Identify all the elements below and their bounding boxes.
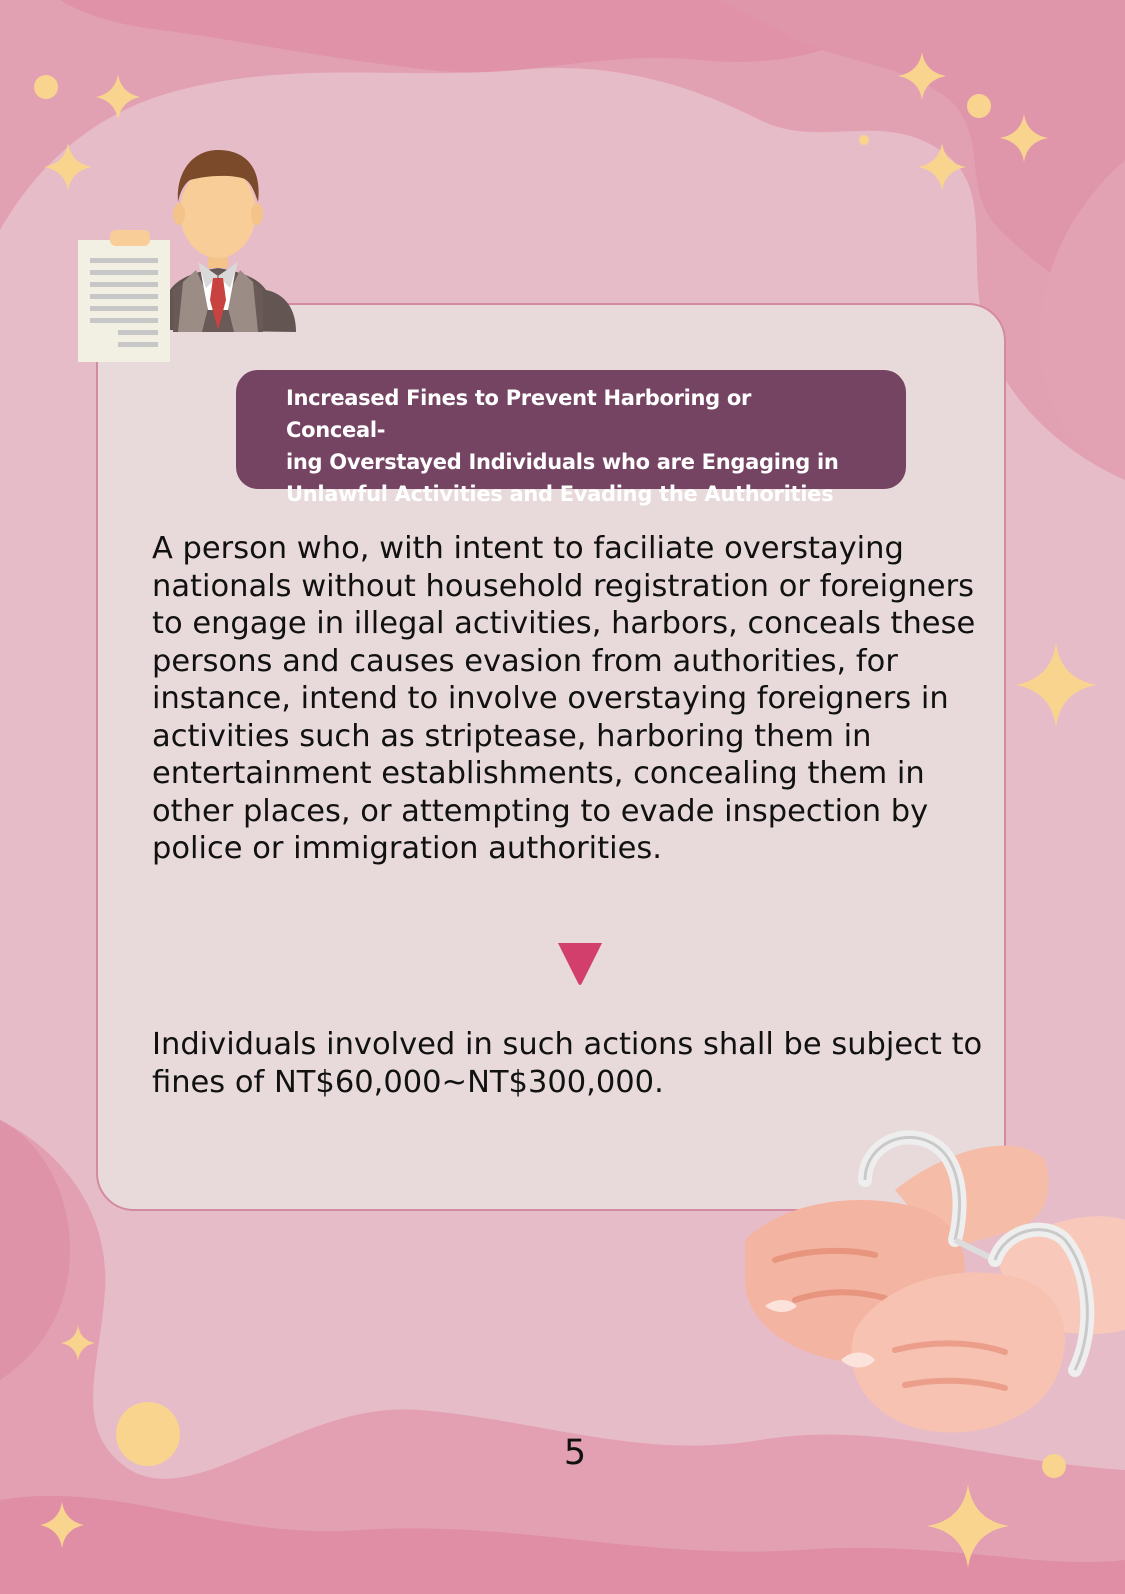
heading-line-2: ing Overstayed Individuals who are Engaging in [286,450,839,474]
businessman-with-document-icon [78,150,300,368]
heading-line-1: Increased Fines to Prevent Harboring or Conceal- [286,386,752,442]
heading-banner [236,370,906,506]
down-triangle-icon [556,941,604,987]
heading-line-3: Unlawful Activities and Evading the Authorities [286,482,834,506]
penalty-text: Individuals involved in such actions shall be subject to fines of NT$60,000~NT$300,000. [152,1027,983,1100]
page-number: 5 [563,1433,587,1473]
handcuffed-hands-icon [745,1130,1125,1460]
body-paragraph: A person who, with intent to faciliate overstaying nationals without household registration or foreigners to engage in illegal activities, harbors, conceals these persons and causes evasion from authorities, for instance, intend to involve overstaying foreigners in activities such as striptease, harboring them in entertainment establishments, concealing them in other places, or attempting to evade inspection by police or immigration authorities. [152,531,976,866]
